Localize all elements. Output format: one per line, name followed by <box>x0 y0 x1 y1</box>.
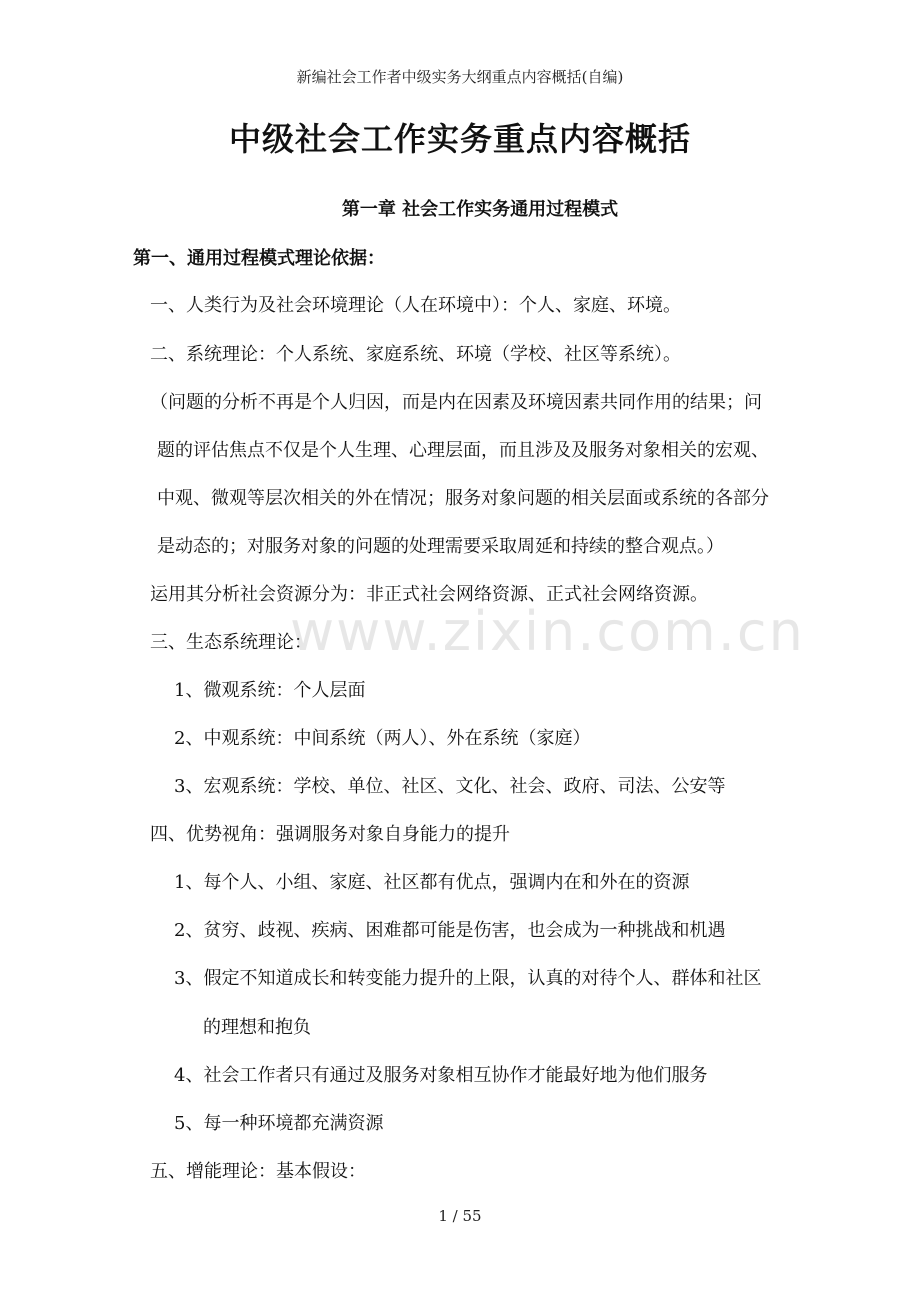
body-line: 3、宏观系统：学校、单位、社区、文化、社会、政府、司法、公安等 <box>174 776 726 797</box>
body-line: 二、系统理论：个人系统、家庭系统、环境（学校、社区等系统）。 <box>150 344 681 365</box>
body-line: 题的评估焦点不仅是个人生理、心理层面，而且涉及及服务对象相关的宏观、 <box>157 440 769 461</box>
body-line: 三、生态系统理论： <box>150 632 312 653</box>
page-number: 1 / 55 <box>438 1207 482 1225</box>
body-line: 3、假定不知道成长和转变能力提升的上限，认真的对待个人、群体和社区 <box>174 968 762 989</box>
body-line: （问题的分析不再是个人归因，而是内在因素及环境因素共同作用的结果；问 <box>150 392 762 413</box>
body-line: 一、人类行为及社会环境理论（人在环境中）：个人、家庭、环境。 <box>150 295 681 316</box>
document-title: 中级社会工作实务重点内容概括 <box>228 120 691 158</box>
body-line: 运用其分析社会资源分为：非正式社会网络资源、正式社会网络资源。 <box>150 584 708 605</box>
body-line: 2、贫穷、歧视、疾病、困难都可能是伤害，也会成为一种挑战和机遇 <box>174 920 726 941</box>
body-line: 1、每个人、小组、家庭、社区都有优点，强调内在和外在的资源 <box>174 872 690 893</box>
chapter-heading: 第一章 社会工作实务通用过程模式 <box>341 199 619 220</box>
body-line: 1、微观系统：个人层面 <box>174 680 366 701</box>
body-line: 5、每一种环境都充满资源 <box>174 1113 384 1134</box>
section-heading: 第一、通用过程模式理论依据： <box>133 248 385 269</box>
body-line: 的理想和抱负 <box>203 1017 311 1038</box>
body-line: 四、优势视角：强调服务对象自身能力的提升 <box>150 824 510 845</box>
body-line: 中观、微观等层次相关的外在情况；服务对象问题的相关层面或系统的各部分 <box>157 488 769 509</box>
body-line: 五、增能理论：基本假设： <box>150 1161 366 1182</box>
body-line: 4、社会工作者只有通过及服务对象相互协作才能最好地为他们服务 <box>174 1065 708 1086</box>
body-line: 2、中观系统：中间系统（两人）、外在系统（家庭） <box>174 728 591 749</box>
running-header: 新编社会工作者中级实务大纲重点内容概括(自编) <box>296 68 624 86</box>
body-line: 是动态的；对服务对象的问题的处理需要采取周延和持续的整合观点。） <box>157 536 724 557</box>
watermark: www.zixin.com.cn <box>290 600 805 663</box>
